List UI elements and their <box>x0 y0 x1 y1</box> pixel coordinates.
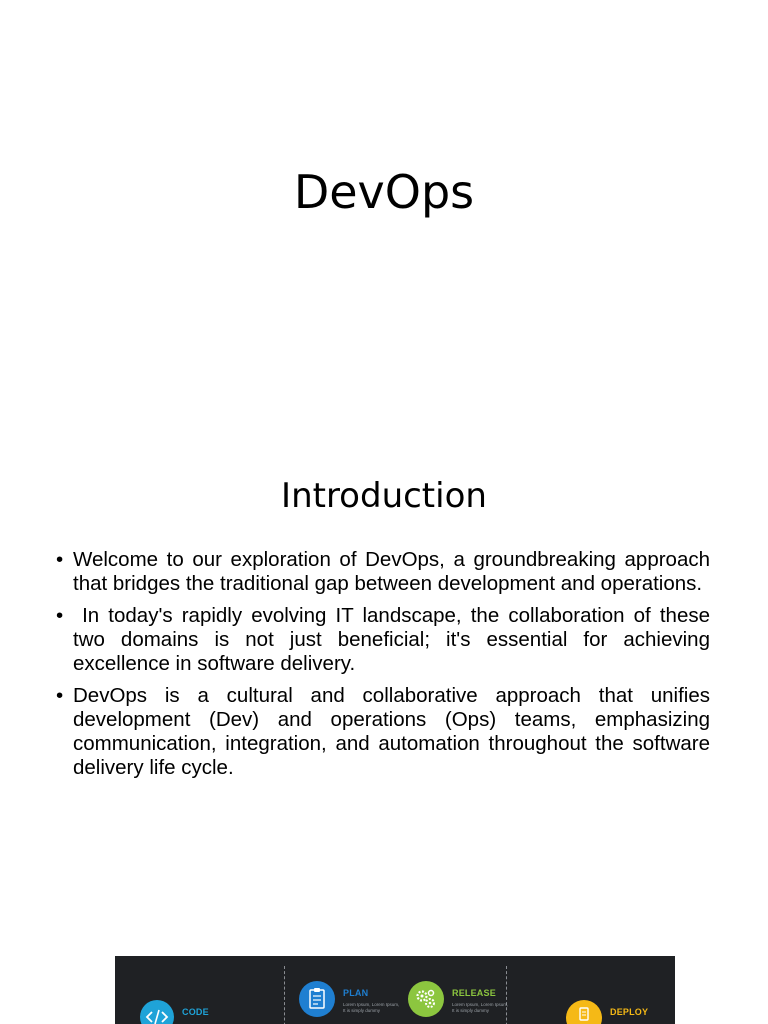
section-title: Introduction <box>281 476 487 516</box>
deploy-icon <box>566 1000 602 1024</box>
dashed-divider <box>284 966 285 1024</box>
bullet-text: Welcome to our exploration of DevOps, a groundbreaking approach that bridges the traditional gap between development and operations. <box>73 548 710 595</box>
stage-subtext: It is simply dummy <box>343 1008 381 1013</box>
stage-label: CODE <box>182 1007 209 1017</box>
stage-label: DEPLOY <box>610 1007 649 1017</box>
stage-subtext: Lorem Ipsum, Lorem Ipsum, <box>452 1002 509 1007</box>
bullet-item <box>56 604 716 676</box>
stage-subtext: It is simply dummy <box>452 1008 490 1013</box>
code-icon <box>140 1000 174 1024</box>
clipboard-icon <box>299 981 335 1017</box>
bullet-text: In today's rapidly evolving IT landscape, the collaboration of these two domains is not just beneficial; it's essential for achieving excellence in software delivery. <box>73 604 716 675</box>
stage-subtext: Lorem Ipsum, Lorem Ipsum, <box>343 1002 400 1007</box>
bullet-item <box>56 684 710 780</box>
gears-icon <box>408 981 444 1017</box>
bullet-text: DevOps is a cultural and collaborative approach that unifies development (Dev) and operations (Ops) teams, emphasizing communication, integration, and automation throughout the software delivery life cycle. <box>73 684 710 779</box>
stage-plan <box>299 981 409 1019</box>
slide-title: DevOps <box>293 165 475 219</box>
bullet-marker: • <box>56 684 64 707</box>
bullet-marker: • <box>56 548 64 571</box>
bullet-marker: • <box>56 604 64 627</box>
stage-release <box>408 981 518 1019</box>
bullet-list <box>56 548 716 788</box>
devops-lifecycle-banner <box>115 956 675 1024</box>
stage-label: PLAN <box>343 988 369 998</box>
stage-deploy <box>566 1000 666 1024</box>
bullet-item <box>56 548 710 596</box>
stage-label: RELEASE <box>452 988 496 998</box>
stage-code <box>140 1000 220 1024</box>
